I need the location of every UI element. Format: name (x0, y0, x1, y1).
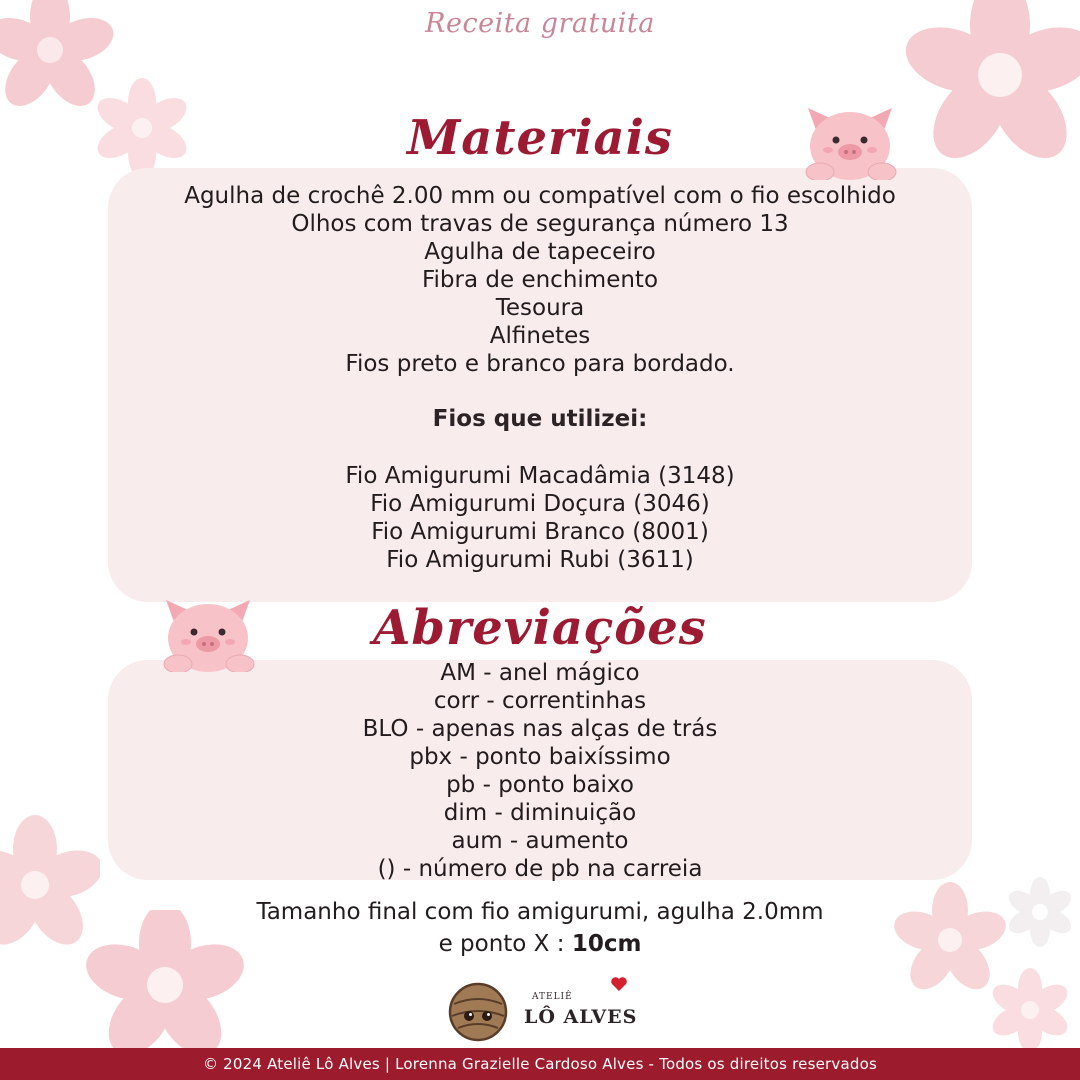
free-recipe-tag: Receita gratuita (425, 8, 655, 39)
final-size-line2 (0, 928, 1080, 960)
abbreviations-title: Abreviações (373, 600, 707, 656)
abbreviations-list (0, 659, 1080, 883)
materials-title: Materiais (407, 110, 673, 166)
heart-icon (610, 976, 628, 992)
list-item: Olhos com travas de segurança número 13 (291, 211, 789, 237)
list-item: pbx - ponto baixíssimo (409, 744, 671, 770)
logo-small-text: ATELIÊ (532, 992, 573, 1002)
list-item: corr - correntinhas (433, 688, 647, 714)
list-item: Alfinetes (489, 323, 591, 349)
list-item: aum - aumento (451, 828, 629, 854)
final-size (0, 896, 1080, 960)
brand-logo (444, 976, 638, 1044)
yarn-title: Fios que utilizei: (432, 406, 648, 432)
list-item: Fios preto e branco para bordado. (345, 351, 735, 377)
final-size-value: 10cm (571, 931, 642, 957)
list-item: AM - anel mágico (440, 660, 640, 686)
list-item: Tesoura (495, 295, 585, 321)
materials-list (0, 182, 1080, 378)
pig-icon (798, 100, 902, 180)
logo-name: LÔ ALVES (524, 1006, 638, 1028)
list-item: Fio Amigurumi Macadâmia (3148) (345, 463, 735, 489)
list-item: Fio Amigurumi Branco (8001) (371, 519, 709, 545)
yarn-list (0, 462, 1080, 574)
final-size-line1: Tamanho final com fio amigurumi, agulha 2.0mm (256, 899, 824, 925)
yarn-ball-icon (444, 976, 516, 1044)
list-item: BLO - apenas nas alças de trás (362, 716, 718, 742)
list-item: Fibra de enchimento (421, 267, 659, 293)
flower-bottom-right-small-icon (980, 968, 1080, 1052)
list-item: Agulha de crochê 2.00 mm ou compatível com o fio escolhido (184, 183, 896, 209)
copyright-footer: © 2024 Ateliê Lô Alves | Lorenna Grazielle Cardoso Alves - Todos os direitos reservados (0, 1048, 1080, 1080)
list-item: Agulha de tapeceiro (424, 239, 656, 265)
list-item: () - número de pb na carreia (377, 856, 703, 882)
list-item: dim - diminuição (443, 800, 637, 826)
final-size-prefix: e ponto X : (438, 931, 572, 957)
list-item: Fio Amigurumi Doçura (3046) (370, 491, 710, 517)
list-item: pb - ponto baixo (446, 772, 634, 798)
list-item: Fio Amigurumi Rubi (3611) (386, 547, 694, 573)
